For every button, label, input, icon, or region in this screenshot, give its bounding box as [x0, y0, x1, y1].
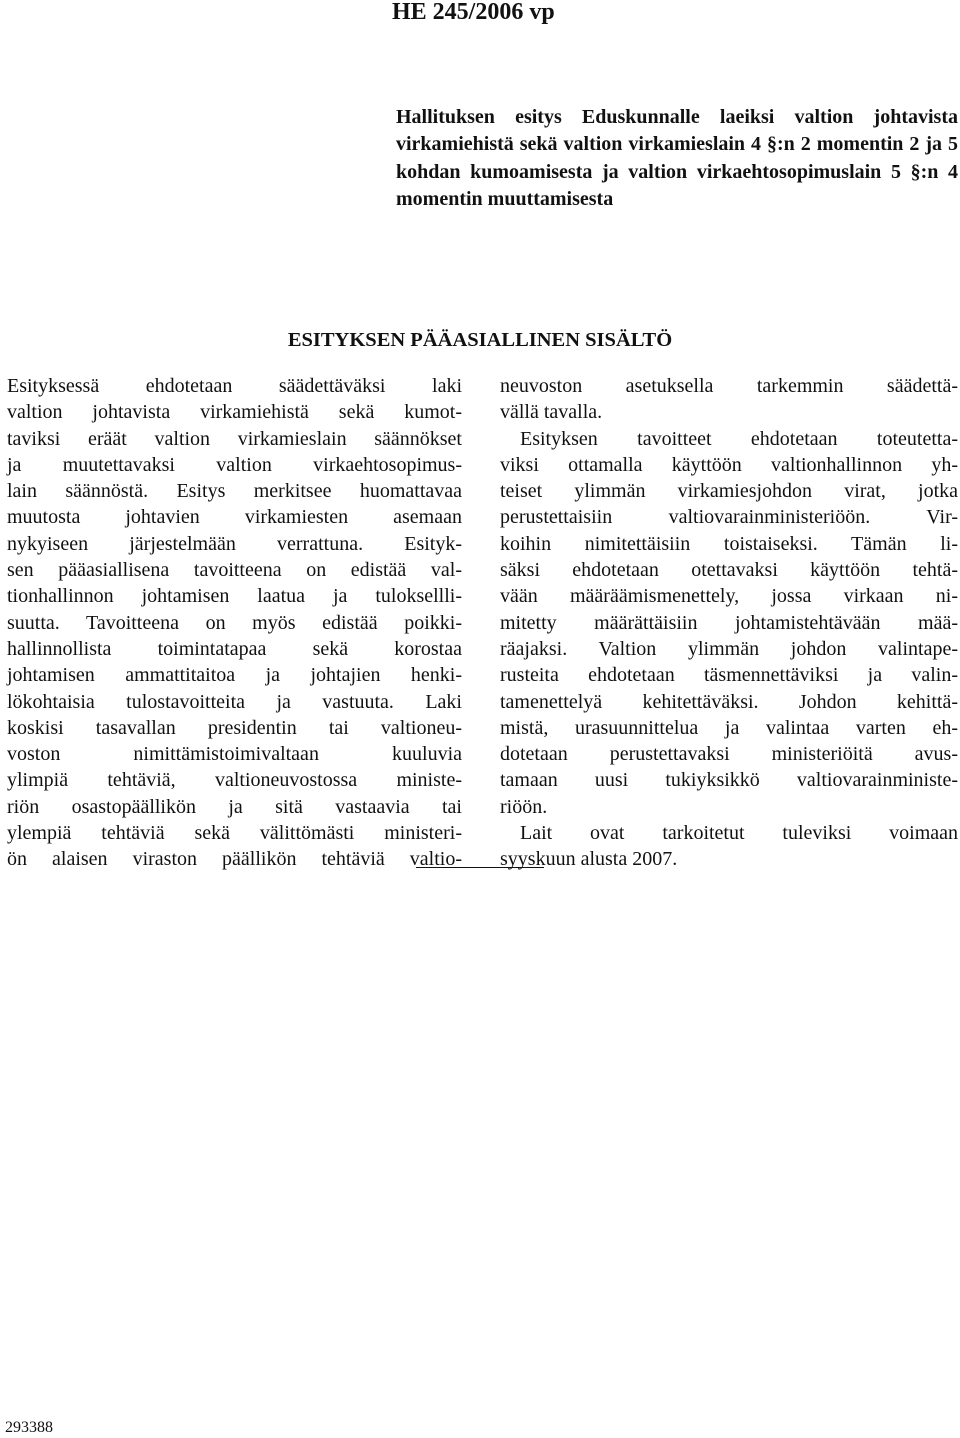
text-line: koskisi tasavallan presidentin tai valtioneu-: [7, 716, 462, 739]
text-line: Lait ovat tarkoitetut tuleviksi voimaan: [520, 822, 958, 845]
text-line: tamenettelyä kehitettäväksi. Johdon kehittä-: [500, 690, 958, 713]
text-line: tionhallinnon johtamisen laatua ja tuloksellli-: [7, 585, 462, 608]
text-line: mistä, urasuunnittelua ja valintaa varten eh-: [500, 716, 958, 739]
text-line: ja muutettavaksi valtion virkaehtosopimus-: [7, 453, 462, 476]
text-line: dotetaan perustettavaksi ministeriöitä avus-: [500, 743, 958, 766]
summary-right-column: [500, 373, 958, 873]
page-number: 293388: [5, 1419, 53, 1436]
text-line: teiset ylimmän virkamiesjohdon virat, jotka: [500, 480, 958, 503]
text-line: vään määräämismenettely, jossa virkaan ni-: [500, 585, 958, 608]
text-line: syyskuun alusta 2007.: [500, 848, 678, 871]
text-line: muutosta johtavien virkamiesten asemaan: [7, 506, 462, 529]
text-line: johtamisen ammattitaitoa ja johtajien henki-: [7, 664, 462, 687]
text-line: tamaan uusi tukiyksikkö valtiovarainministe-: [500, 769, 958, 792]
text-line: ön alaisen viraston päällikön tehtäviä valtio-: [7, 848, 462, 871]
text-line: valtion johtavista virkamiehistä sekä kumot-: [7, 401, 462, 424]
text-line: voston nimittämistoimivaltaan kuuluvia: [7, 743, 462, 766]
text-line: riöön.: [500, 795, 548, 818]
text-line: perustettaisiin valtiovarainministeriöön. Vir-: [500, 506, 958, 529]
text-line: neuvoston asetuksella tarkemmin säädettä-: [500, 375, 958, 397]
text-line: nykyiseen järjestelmään verrattuna. Esityk-: [7, 532, 462, 555]
text-line: riön osastopäällikön ja sitä vastaavia tai: [7, 795, 462, 818]
text-line: säksi ehdotetaan otettavaksi käyttöön tehtä-: [500, 559, 958, 582]
text-line: sen pääasiallisena tavoitteena on edistää val-: [7, 559, 462, 582]
text-line: mitetty määrättäisiin johtamistehtävään mää-: [500, 611, 958, 634]
text-line: lökohtaisia tulostavoitteita ja vastuuta. Laki: [7, 690, 462, 713]
text-line: hallinnollista toimintatapaa sekä korostaa: [7, 637, 462, 660]
text-line: räajaksi. Valtion ylimmän johdon valintape-: [500, 637, 958, 660]
document-id: HE 245/2006 vp: [392, 0, 555, 25]
text-line: Esityksessä ehdotetaan säädettäväksi laki: [7, 375, 462, 397]
section-separator: [416, 867, 544, 868]
text-line: Esityksen tavoitteet ehdotetaan toteutetta-: [520, 427, 958, 450]
text-line: viksi ottamalla käyttöön valtionhallinnon yh-: [500, 453, 958, 476]
text-line: vällä tavalla.: [500, 401, 603, 424]
text-line: koihin nimitettäisiin toistaiseksi. Tämän li-: [500, 532, 958, 555]
text-line: taviksi eräät valtion virkamieslain säännökset: [7, 427, 462, 450]
text-line: ylimpiä tehtäviä, valtioneuvostossa ministe-: [7, 769, 462, 792]
section-heading: ESITYKSEN PÄÄASIALLINEN SISÄLTÖ: [287, 329, 673, 351]
text-line: ylempiä tehtäviä sekä välittömästi ministeri-: [7, 822, 462, 845]
text-line: lain säännöstä. Esitys merkitsee huomattavaa: [7, 480, 462, 503]
bill-title: Hallituksen esitys Eduskunnalle laeiksi valtion johtavista virkamiehistä sekä valtion virkamieslain 4 §:n 2 momentin 2 ja 5 kohdan kumoamisesta ja valtion virkaehtosopimuslain 5 §:n 4 momentin muuttamisesta: [396, 106, 958, 211]
text-line: rusteita ehdotetaan täsmennettäviksi ja valin-: [500, 664, 958, 687]
summary-left-column: [7, 373, 462, 873]
text-line: suutta. Tavoitteena on myös edistää poikki-: [7, 611, 462, 634]
